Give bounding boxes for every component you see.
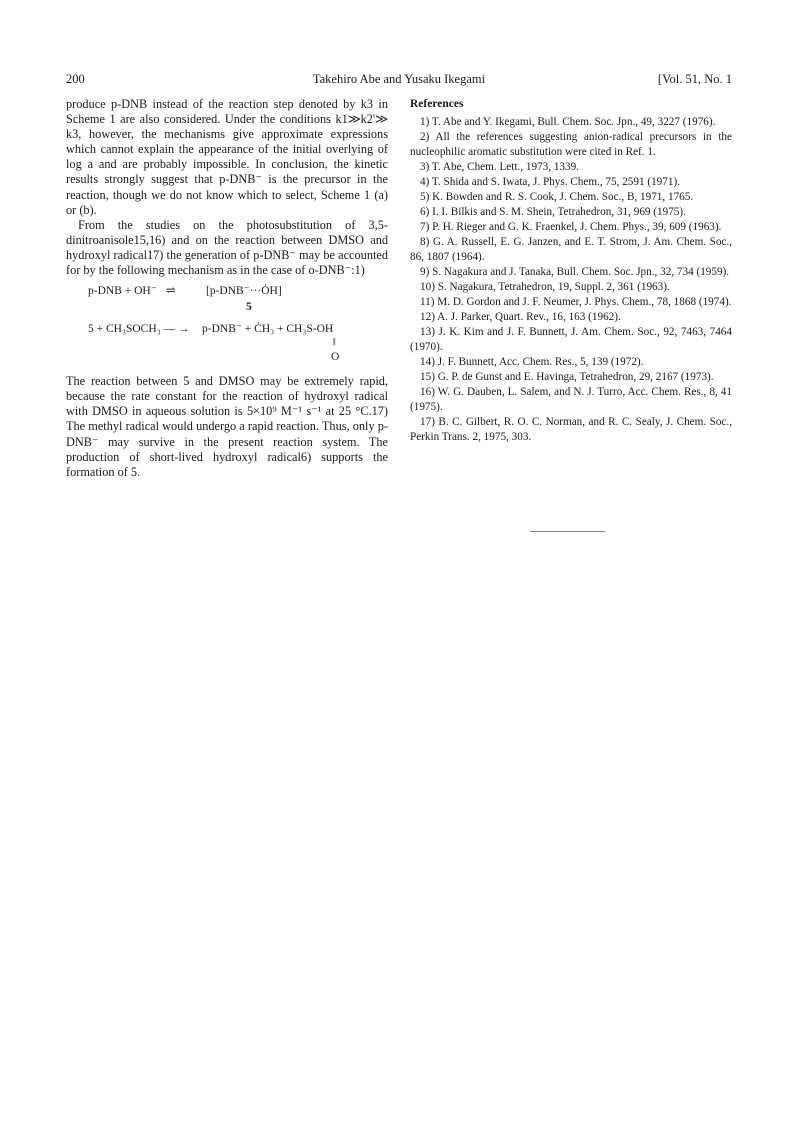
- reference-item: 6) I. I. Bilkis and S. M. Shein, Tetrahedron, 31, 969 (1975).: [420, 206, 686, 218]
- reference-item: 2) All the references suggesting anion-radical precursors in the nucleophilic aromatic substitution were cited in Ref. 1.: [410, 131, 732, 158]
- volume-info: [Vol. 51, No. 1: [657, 72, 732, 86]
- equation-2-rhs: p-DNB⁻ + ĊH₃ + CH₃S-OH: [202, 323, 334, 336]
- reference-item: 7) P. H. Rieger and G. K. Fraenkel, J. Chem. Phys., 39, 609 (1963).: [420, 221, 722, 233]
- equilibrium-arrow: ⇌: [166, 285, 176, 298]
- equation-2-lhs: 5 + CH₃SOCH₃ —: [88, 323, 176, 336]
- page-number: 200: [66, 72, 85, 86]
- left-column: [66, 97, 388, 480]
- reference-item: 11) M. D. Gordon and J. F. Neumer, J. Phys. Chem., 78, 1868 (1974).: [420, 296, 732, 308]
- reference-item: 3) T. Abe, Chem. Lett., 1973, 1339.: [420, 161, 579, 173]
- reference-item: 5) K. Bowden and R. S. Cook, J. Chem. Soc., B, 1971, 1765.: [420, 191, 694, 203]
- reference-item: 8) G. A. Russell, E. G. Janzen, and E. T. Strom, J. Am. Chem. Soc., 86, 1807 (1964).: [410, 236, 732, 263]
- references-column: [410, 97, 732, 445]
- reference-item: 12) A. J. Parker, Quart. Rev., 16, 163 (1962).: [420, 311, 621, 323]
- reference-item: 17) B. C. Gilbert, R. O. C. Norman, and R. C. Sealy, J. Chem. Soc., Perkin Trans. 2, 1975, 303.: [410, 416, 732, 443]
- page-header: [66, 72, 732, 88]
- reference-item: 4) T. Shida and S. Iwata, J. Phys. Chem., 75, 2591 (1971).: [420, 176, 680, 188]
- reference-item: 16) W. G. Dauben, L. Salem, and N. J. Turro, Acc. Chem. Res., 8, 41 (1975).: [410, 386, 732, 413]
- reference-item: 10) S. Nagakura, Tetrahedron, 19, Suppl. 2, 361 (1963).: [420, 281, 670, 293]
- equation-1-rhs: [p-DNB⁻···ȮH]: [206, 285, 282, 298]
- reaction-scheme: [66, 284, 388, 374]
- compound-number: 5: [246, 301, 252, 314]
- reference-item: 9) S. Nagakura and J. Tanaka, Bull. Chem. Soc. Jpn., 32, 734 (1959).: [420, 266, 730, 278]
- reference-list: [410, 115, 732, 445]
- running-authors: Takehiro Abe and Yusaku Ikegami: [312, 72, 486, 86]
- end-rule: [530, 531, 605, 532]
- reference-item: 14) J. F. Bunnett, Acc. Chem. Res., 5, 139 (1972).: [420, 356, 644, 368]
- reference-item: 1) T. Abe and Y. Ikegami, Bull. Chem. Soc. Jpn., 49, 3227 (1976).: [420, 116, 716, 128]
- references-heading: References: [410, 98, 464, 110]
- equation-2: [88, 322, 388, 374]
- oxygen-atom: O: [331, 351, 340, 364]
- reference-item: 15) G. P. de Gunst and E. Havinga, Tetrahedron, 29, 2167 (1973).: [420, 371, 714, 383]
- equation-1-lhs: p-DNB + OH⁻: [88, 285, 157, 298]
- paragraph-2: From the studies on the photosubstitution of 3,5-dinitroanisole15,16) and on the reaction between DMSO and hydroxyl radical17) the generation of p-DNB⁻ may be accounted for by the following mechanism as in the case of o-DNB⁻:1): [66, 217, 388, 278]
- paragraph-1: produce p-DNB instead of the reaction step denoted by k3 in Scheme 1 are also considered. Under the conditions k1≫k2'≫ k3, however, the mechanisms give approximate expressions which cannot explain the appearance of the initial overlying of log a and are probably impossible. In conclusion, the kinetic results strongly suggest that p-DNB⁻ is the precursor in the reaction, though we do not know which to select, Scheme 1 (a) or (b).: [66, 97, 388, 217]
- reference-item: 13) J. K. Kim and J. F. Bunnett, J. Am. Chem. Soc., 92, 7463, 7464 (1970).: [410, 326, 732, 353]
- equation-1: [88, 284, 388, 316]
- double-bond: ‖: [333, 337, 336, 349]
- reaction-arrow: →: [178, 323, 190, 336]
- paragraph-3: The reaction between 5 and DMSO may be extremely rapid, because the rate constant for the reaction of hydroxyl radical with DMSO in aqueous solution is 5×10⁹ M⁻¹ s⁻¹ at 25 °C.17) The methyl radical would undergo a rapid reaction. Thus, only p-DNB⁻ may survive in the present reaction system. The production of short-lived hydroxyl radical6) supports the formation of 5.: [66, 374, 388, 479]
